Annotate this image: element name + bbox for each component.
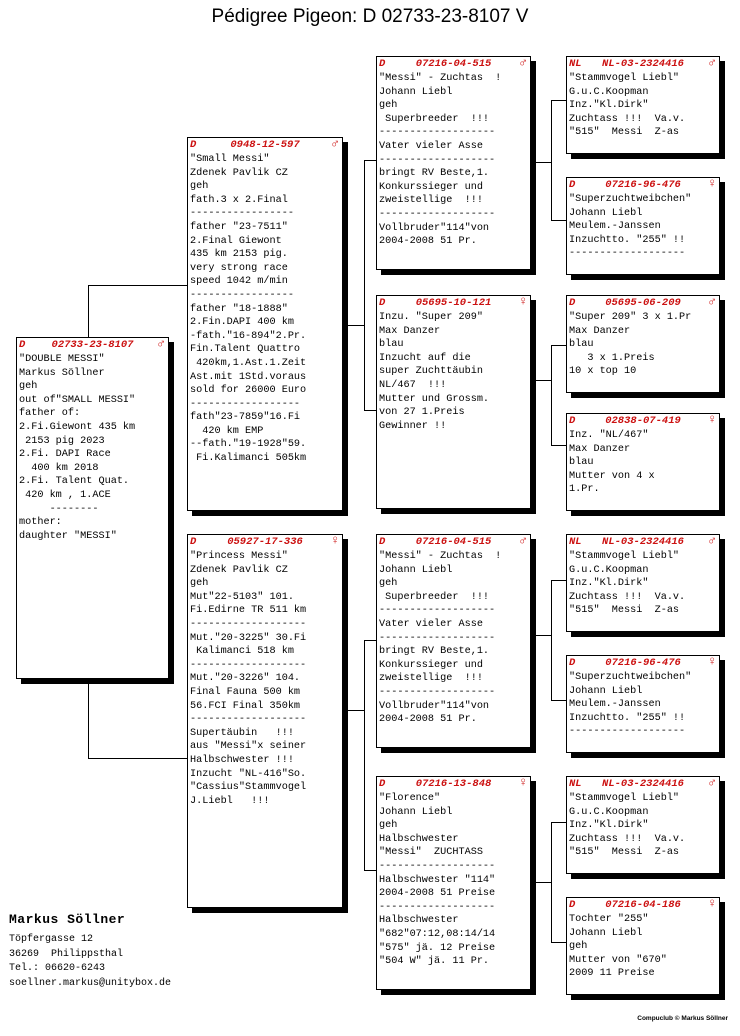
owner-phone: Tel.: 06620-6243 (9, 963, 106, 974)
owner-info (9, 912, 171, 991)
note-line: 400 km 2018 (19, 462, 99, 474)
note-line: ------------------ (190, 398, 301, 410)
pigeon-card-father (187, 137, 343, 511)
note-line: --fath."19-1928"59. (190, 439, 307, 451)
note-line: -fath."16-894"2.Pr. (190, 330, 307, 342)
note-line: 2153 pig 2023 (19, 435, 105, 447)
note-line: blau (569, 339, 594, 351)
female-icon: ♀ (519, 295, 527, 309)
note-line: Max Danzer (569, 325, 631, 337)
note-line: ------------------- (379, 208, 496, 220)
note-line: Inz. "NL/467" (569, 430, 649, 441)
note-line: Meulem.-Janssen (569, 221, 661, 233)
note-line: ------------------- (569, 248, 686, 260)
note-line: "Messi" - Zuchtas ! (379, 551, 502, 562)
card-notes (567, 72, 719, 140)
note-line: Vollbruder"114"von (379, 222, 490, 234)
card-header (377, 296, 530, 311)
note-line: geh (569, 941, 588, 953)
ring-number: 07216-04-515 (415, 58, 492, 70)
note-line: ----------------- (190, 208, 294, 220)
ring-number: NL-03-2324416 (602, 58, 684, 70)
note-line: fath.3 x 2.Final (190, 194, 288, 206)
note-line: ------------------- (190, 714, 307, 726)
note-line: Mutter von "670" (569, 954, 667, 966)
note-line: Mut."20-3226" 104. (190, 673, 301, 685)
card-notes (567, 429, 719, 497)
note-line: 2.Fi.Giewont 435 km (19, 421, 136, 433)
note-line: Vater vieler Asse (379, 140, 483, 152)
note-line: Inzucht auf die (379, 352, 471, 364)
ring-number: 02838-07-419 (605, 415, 681, 427)
card-header (567, 296, 719, 311)
note-line: "Superzuchtweibchen" (569, 194, 692, 205)
note-line: "Small Messi" (190, 154, 270, 165)
card-header (567, 414, 719, 429)
note-line: 2.Fin.DAPI 400 km (190, 317, 294, 329)
note-line: "Stammvogel Liebl" (569, 793, 680, 804)
note-line: Zuchtass !!! Va.v. (569, 113, 686, 125)
card-header (567, 656, 719, 671)
card-notes (567, 913, 719, 981)
note-line: ------------------- (379, 127, 496, 139)
country-prefix: D (379, 778, 386, 790)
country-prefix: D (569, 415, 576, 427)
note-line: ------------------- (190, 659, 307, 671)
female-icon: ♀ (708, 897, 716, 911)
note-line: ------------------- (190, 618, 307, 630)
male-icon: ♂ (708, 56, 716, 70)
ring-number: 0948-12-597 (230, 139, 300, 151)
male-icon: ♂ (331, 137, 339, 151)
note-line: 435 km 2153 pig. (190, 249, 288, 261)
female-icon: ♀ (708, 655, 716, 669)
note-line: ------------------- (379, 605, 496, 617)
note-line: "Florence" (379, 793, 441, 804)
male-icon: ♂ (157, 337, 165, 351)
note-line: Johann Liebl (569, 927, 643, 939)
note-line: "DOUBLE MESSI" (19, 354, 105, 365)
country-prefix: D (379, 58, 386, 70)
card-header (377, 535, 530, 550)
note-line: sold for 26000 Euro (190, 385, 307, 397)
pigeon-card-fmm (566, 413, 720, 511)
pigeon-card-father-dam (376, 295, 531, 509)
note-line: "575" jä. 12 Preise (379, 942, 496, 954)
card-notes (567, 193, 719, 261)
note-line: G.u.C.Koopman (569, 806, 649, 818)
note-line: 420km,1.Ast.1.Zeit (190, 357, 307, 369)
note-line: "515" Messi Z-as (569, 127, 680, 139)
ring-number: 05695-10-121 (415, 297, 492, 309)
ring-number: 02733-23-8107 (51, 339, 134, 351)
note-line: Johann Liebl (379, 86, 453, 98)
ring-number: 05695-06-209 (605, 297, 681, 309)
note-line: -------- (19, 503, 99, 515)
card-notes (567, 792, 719, 860)
note-line: Inzu. "Super 209" (379, 312, 483, 323)
country-prefix: D (190, 536, 197, 548)
card-notes (188, 153, 342, 466)
note-line: 2.Final Giewont (190, 235, 282, 247)
note-line: speed 1042 m/min (190, 276, 288, 288)
note-line: father "18-1888" (190, 303, 288, 315)
card-notes (567, 311, 719, 379)
note-line: Konkurssieger und (379, 181, 483, 193)
note-line: daughter "MESSI" (19, 530, 117, 542)
pigeon-card-mff (566, 534, 720, 632)
note-line: zweistellige !!! (379, 195, 483, 207)
note-line: G.u.C.Koopman (569, 564, 649, 576)
card-header (188, 535, 342, 550)
note-line: geh (190, 578, 209, 590)
pigeon-card-father-sire (376, 56, 531, 270)
note-line: "Messi" - Zuchtas ! (379, 73, 502, 84)
note-line: 2004-2008 51 Preise (379, 888, 496, 900)
note-line: Inz."Kl.Dirk" (569, 578, 649, 590)
note-line: "Stammvogel Liebl" (569, 73, 680, 84)
note-line: Max Danzer (569, 443, 631, 455)
note-line: geh (379, 578, 398, 590)
pigeon-card-fff (566, 56, 720, 154)
note-line: bringt RV Beste,1. (379, 168, 490, 180)
card-header (377, 777, 530, 792)
note-line: J.Liebl !!! (190, 795, 270, 807)
pigeon-card-fmf (566, 295, 720, 393)
note-line: Markus Söllner (19, 367, 105, 379)
note-line: ------------------- (379, 632, 496, 644)
country-prefix: D (569, 899, 576, 911)
card-header (567, 178, 719, 193)
note-line: Johann Liebl (379, 806, 453, 818)
note-line: "Messi" ZUCHTASS (379, 847, 483, 859)
country-prefix: D (379, 536, 386, 548)
ring-number: 07216-13-848 (415, 778, 492, 790)
note-line: father "23-7511" (190, 221, 288, 233)
note-line: Mutter von 4 x (569, 470, 655, 482)
note-line: super Zuchttäubin (379, 366, 483, 378)
note-line: Halbschwester (379, 833, 459, 845)
note-line: Tochter "255" (569, 914, 649, 925)
note-line: Max Danzer (379, 325, 441, 337)
note-line: "Stammvogel Liebl" (569, 551, 680, 562)
note-line: Inzuchtto. "255" !! (569, 234, 686, 246)
female-icon: ♀ (519, 776, 527, 790)
card-header (377, 57, 530, 72)
owner-name: Markus Söllner (9, 912, 126, 927)
note-line: Fi.Edirne TR 511 km (190, 605, 307, 617)
pigeon-card-ffm (566, 177, 720, 275)
note-line: "Cassius"Stammvogel (190, 782, 307, 794)
pigeon-card-mmm (566, 897, 720, 995)
note-line: zweistellige !!! (379, 673, 483, 685)
pigeon-card-mmf (566, 776, 720, 874)
note-line: 420 km , 1.ACE (19, 489, 111, 501)
note-line: 2009 11 Preise (569, 968, 655, 980)
note-line: Gewinner !! (379, 420, 447, 432)
note-line: 56.FCI Final 350km (190, 700, 301, 712)
note-line: Ast.mit 1Std.voraus (190, 371, 307, 383)
country-prefix: NL (569, 58, 582, 70)
note-line: Vollbruder"114"von (379, 700, 490, 712)
note-line: blau (379, 339, 404, 351)
note-line: Vater vieler Asse (379, 618, 483, 630)
note-line: Zuchtass !!! Va.v. (569, 591, 686, 603)
note-line: ------------------- (379, 686, 496, 698)
note-line: Mut"22-5103" 101. (190, 591, 294, 603)
female-icon: ♀ (331, 534, 339, 548)
note-line: 2.Fi. Talent Quat. (19, 476, 130, 488)
note-line: 1.Pr. (569, 484, 600, 496)
card-notes (567, 671, 719, 739)
note-line: mother: (19, 517, 62, 529)
card-notes (17, 353, 168, 543)
country-prefix: D (569, 297, 576, 309)
note-line: fath"23-7859"16.Fi (190, 412, 301, 424)
note-line: geh (19, 381, 38, 393)
note-line: Halbschwester !!! (190, 754, 294, 766)
note-line: Inz."Kl.Dirk" (569, 100, 649, 112)
country-prefix: NL (569, 536, 582, 548)
card-notes (377, 72, 530, 249)
note-line: ------------------- (379, 901, 496, 913)
note-line: 10 x top 10 (569, 366, 637, 378)
card-header (567, 777, 719, 792)
note-line: Mutter und Grossm. (379, 393, 490, 405)
note-line: geh (379, 100, 398, 112)
note-line: Johann Liebl (379, 564, 453, 576)
card-notes (377, 550, 530, 727)
note-line: Kalimanci 518 km (190, 646, 294, 658)
country-prefix: D (190, 139, 197, 151)
note-line: Fi.Kalimanci 505km (190, 453, 307, 465)
note-line: geh (190, 181, 209, 193)
note-line: Inzuchtto. "255" !! (569, 712, 686, 724)
country-prefix: D (569, 179, 576, 191)
note-line: blau (569, 457, 594, 469)
male-icon: ♂ (708, 295, 716, 309)
card-header (567, 57, 719, 72)
note-line: Zuchtass !!! Va.v. (569, 833, 686, 845)
owner-city: 36269 Philippsthal (9, 948, 124, 960)
note-line: ----------------- (190, 289, 294, 301)
note-line: ------------------- (379, 860, 496, 872)
pigeon-card-mother (187, 534, 343, 908)
footer-credit: Compuclub © Markus Söllner (637, 1015, 728, 1022)
note-line: 2.Fi. DAPI Race (19, 449, 111, 461)
note-line: Johann Liebl (569, 207, 643, 219)
note-line: Inz."Kl.Dirk" (569, 820, 649, 832)
card-header (567, 898, 719, 913)
note-line: von 27 1.Preis (379, 407, 465, 419)
note-line: out of"SMALL MESSI" (19, 394, 136, 406)
note-line: father of: (19, 408, 81, 420)
card-notes (377, 792, 530, 969)
pigeon-card-subject (16, 337, 169, 679)
country-prefix: NL (569, 778, 582, 790)
note-line: 2004-2008 51 Pr. (379, 714, 477, 726)
note-line: Inzucht "NL-416"So. (190, 768, 307, 780)
page-title: Pédigree Pigeon: D 02733-23-8107 V (211, 6, 529, 27)
note-line: Konkurssieger und (379, 659, 483, 671)
ring-number: 07216-96-476 (605, 179, 681, 191)
male-icon: ♂ (708, 534, 716, 548)
note-line: Halbschwester (379, 915, 459, 927)
ring-number: NL-03-2324416 (602, 536, 684, 548)
pigeon-card-mother-dam (376, 776, 531, 990)
note-line: Mut."20-3225" 30.Fi (190, 632, 307, 644)
note-line: 2004-2008 51 Pr. (379, 236, 477, 248)
note-line: Superbreeder !!! (379, 591, 490, 603)
male-icon: ♂ (708, 776, 716, 790)
note-line: 3 x 1.Preis (569, 352, 655, 364)
female-icon: ♀ (708, 177, 716, 191)
note-line: Zdenek Pavlik CZ (190, 167, 288, 179)
note-line: 420 km EMP (190, 425, 264, 437)
note-line: aus "Messi"x seiner (190, 741, 307, 753)
country-prefix: D (569, 657, 576, 669)
note-line: NL/467 !!! (379, 379, 447, 391)
note-line: Superbreeder !!! (379, 113, 490, 125)
note-line: Supertäubin !!! (190, 727, 294, 739)
ring-number: NL-03-2324416 (602, 778, 684, 790)
male-icon: ♂ (519, 534, 527, 548)
note-line: geh (379, 820, 398, 832)
ring-number: 07216-04-515 (415, 536, 492, 548)
note-line: ------------------- (379, 154, 496, 166)
note-line: Final Fauna 500 km (190, 686, 301, 698)
ring-number: 07216-96-476 (605, 657, 681, 669)
note-line: "515" Messi Z-as (569, 605, 680, 617)
note-line: bringt RV Beste,1. (379, 646, 490, 658)
note-line: Meulem.-Janssen (569, 699, 661, 711)
note-line: G.u.C.Koopman (569, 86, 649, 98)
owner-email: soellner.markus@unitybox.de (9, 977, 172, 989)
note-line: very strong race (190, 262, 288, 274)
note-line: "Super 209" 3 x 1.Pr (569, 312, 692, 323)
country-prefix: D (19, 339, 26, 351)
card-header (17, 338, 168, 353)
note-line: "515" Messi Z-as (569, 847, 680, 859)
ring-number: 07216-04-186 (605, 899, 681, 911)
note-line: Halbschwester "114" (379, 874, 496, 886)
male-icon: ♂ (519, 56, 527, 70)
owner-street: Töpfergasse 12 (9, 934, 94, 945)
note-line: "Superzuchtweibchen" (569, 672, 692, 683)
note-line: "682"07:12,08:14/14 (379, 928, 496, 940)
note-line: Johann Liebl (569, 685, 643, 697)
card-notes (188, 550, 342, 808)
card-header (188, 138, 342, 153)
note-line: ------------------- (569, 726, 686, 738)
note-line: Fin.Talent Quattro (190, 344, 301, 356)
card-notes (567, 550, 719, 618)
note-line: Zdenek Pavlik CZ (190, 564, 288, 576)
female-icon: ♀ (708, 413, 716, 427)
note-line: "Princess Messi" (190, 551, 288, 562)
note-line: "504 W" jä. 11 Pr. (379, 956, 490, 968)
card-notes (377, 311, 530, 433)
pigeon-card-mother-sire (376, 534, 531, 748)
ring-number: 05927-17-336 (227, 536, 303, 548)
card-header (567, 535, 719, 550)
country-prefix: D (379, 297, 386, 309)
pigeon-card-mfm (566, 655, 720, 753)
